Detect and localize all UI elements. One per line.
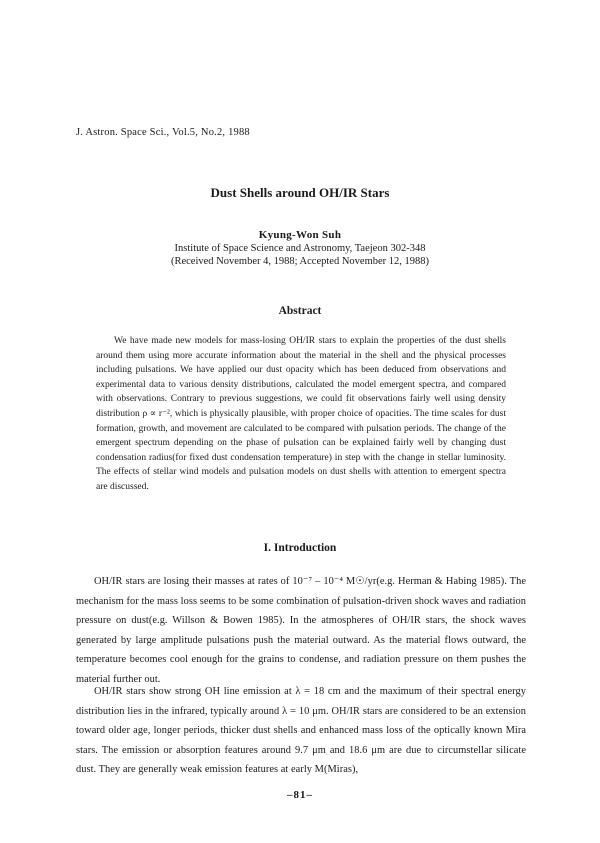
author-affiliation: Institute of Space Science and Astronomy, Taejeon 302-348 [174,243,426,254]
intro-paragraph-1: OH/IR stars are losing their masses at rates of 10⁻⁷ – 10⁻⁴ M☉/yr(e.g. Herman & Habing 1985). The mechanism for the mass loss seems to be some combination of pulsation-driven shock waves and radiation pressure on dust(e.g. Willson & Bowen 1985). In the atmospheres of OH/IR stars, the shock waves generated by large amplitude pulsations push the material outward. As the material flows outward, the temperature becomes cool enough for the grains to condense, and radiation pressure on them pushes the material further out. [76,576,526,685]
article-title: Dust Shells around OH/IR Stars [210,185,390,200]
intro-paragraph-2: OH/IR stars show strong OH line emission at λ = 18 cm and the maximum of their spectral energy distribution lies in the infrared, typically around λ = 10 μm. OH/IR stars are considered to be an extension toward older age, longer periods, thicker dust shells and enhanced mass loss of the optically known Mira stars. The emission or absorption features around 9.7 μm and 18.6 μm are due to circumstellar silicate dust. They are generally weak emission features at early M(Miras), [76,686,526,776]
author-block [0,228,600,268]
page-number: –81– [287,789,313,801]
author-name: Kyung-Won Suh [258,229,342,241]
section-heading-introduction: I. Introduction [263,542,337,554]
journal-reference: J. Astron. Space Sci., Vol.5, No.2, 1988 [76,127,250,138]
abstract-text: We have made new models for mass-losing OH/IR stars to explain the properties of the dust shells around them using more accurate information about the material in the shell and the physical processes including pulsations. We have applied our dust opacity which has been deduced from observations and experimental data to various density distributions, calculated the model emergent spectra, and compared with observations. Contrary to previous suggestions, we could fit observations fairly well using density distribution ρ ∝ r⁻², which is physically plausible, with proper choice of opacities. The time scales for dust formation, growth, and movement are calculated to be compared with pulsation periods. The change of the emergent spectrum depending on the phase of pulsation can be explained fairly well by changing dust condensation radius(for fixed dust condensation temperature) in step with the change in stellar luminosity. The effects of stellar wind models and pulsation models on dust shells with attention to emergent spectra are discussed. [96,336,506,492]
abstract-heading: Abstract [278,305,322,317]
received-dates: (Received November 4, 1988; Accepted November 12, 1988) [170,256,430,267]
